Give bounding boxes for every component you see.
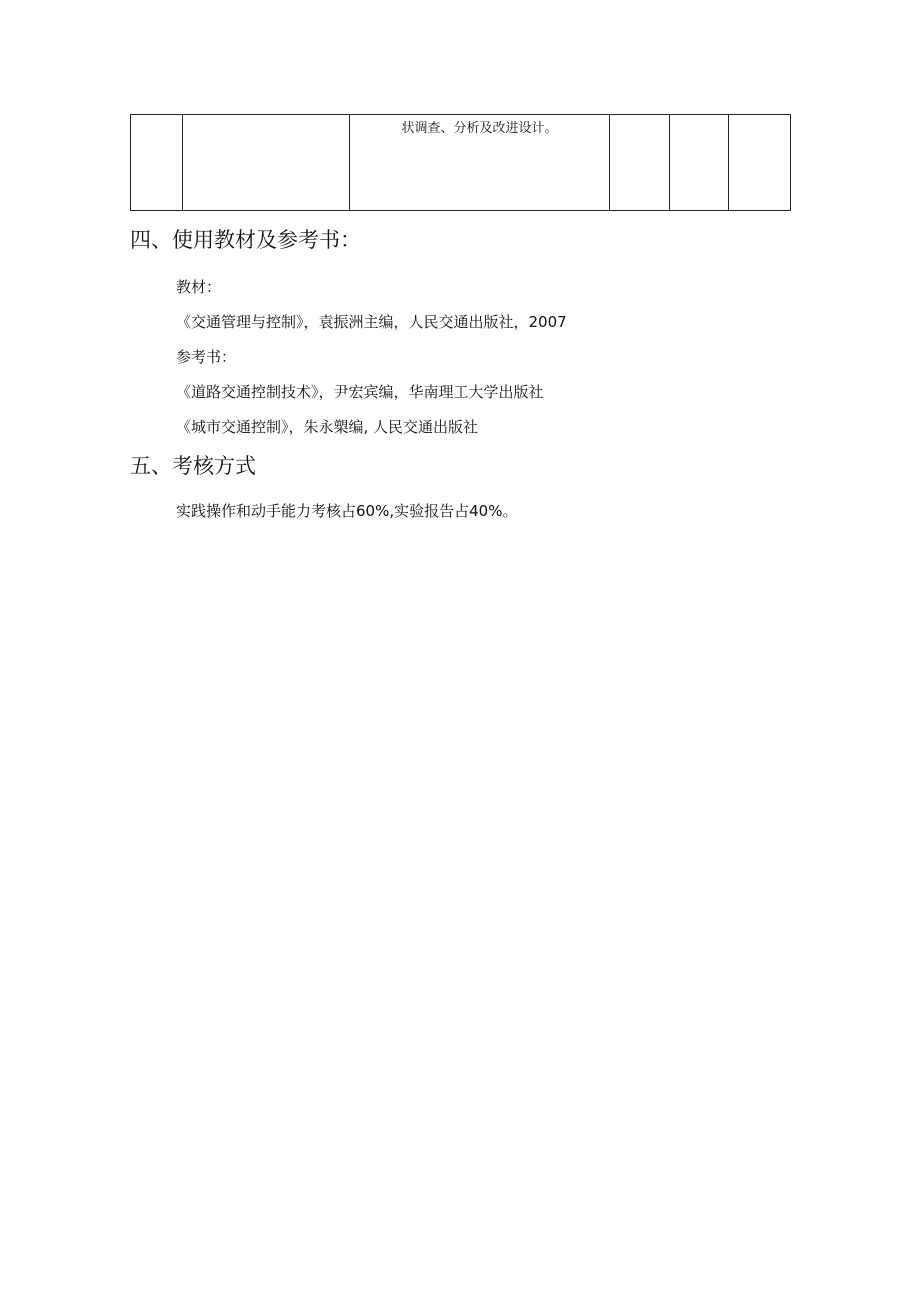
section-heading-textbooks: 四、使用教材及参考书： <box>130 228 361 252</box>
reference-label: 参考书： <box>176 348 237 366</box>
table-cell-project <box>183 115 350 211</box>
table-cell-hours <box>610 115 670 211</box>
table-cell-type <box>670 115 729 211</box>
table-row <box>131 115 791 211</box>
table-cell-index <box>131 115 183 211</box>
section-heading-assessment: 五、考核方式 <box>130 454 256 478</box>
reference-item: 《城市交通控制》，朱永槊编, 人民交通出版社 <box>176 418 479 436</box>
table-cell-content: 状调查、分析及改进设计。 <box>350 115 610 211</box>
reference-item: 《道路交通控制技术》，尹宏宾编，华南理工大学出版社 <box>176 383 544 401</box>
textbook-item: 《交通管理与控制》，袁振洲主编，人民交通出版社，2007 <box>176 313 567 331</box>
textbook-label: 教材： <box>176 278 222 296</box>
table-cell-requirement <box>729 115 791 211</box>
assessment-text: 实践操作和动手能力考核占60%,实验报告占40%。 <box>176 502 518 520</box>
course-content-table-continuation <box>130 114 791 211</box>
